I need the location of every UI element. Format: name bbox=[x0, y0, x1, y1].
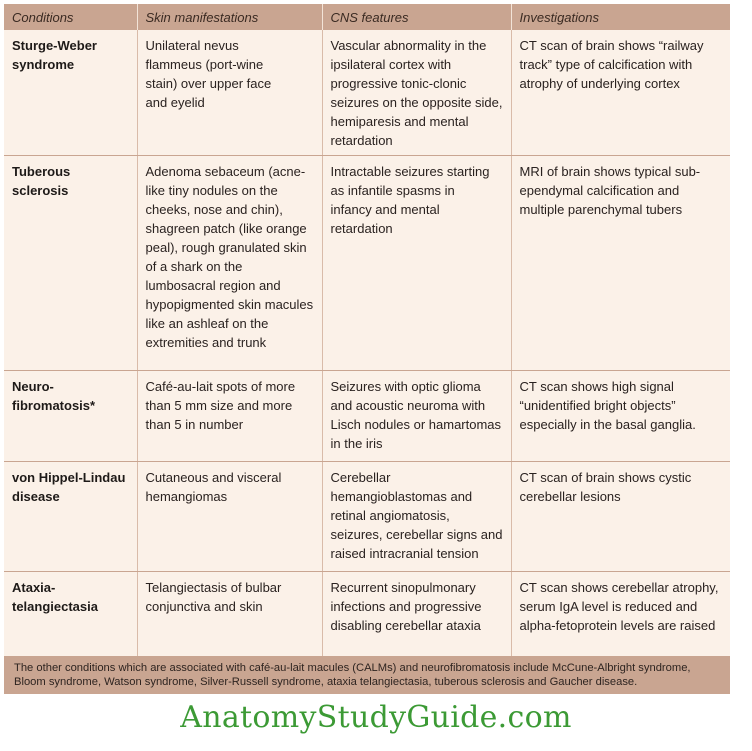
investigations-cell: CT scan of brain shows “railway track” type of calcification with atrophy of underlying cortex bbox=[511, 30, 730, 156]
neurocutaneous-table-container bbox=[4, 4, 730, 694]
investigations-cell: CT scan shows high signal “unidentified bright objects” especially in the basal ganglia. bbox=[511, 371, 730, 462]
table-row bbox=[4, 572, 730, 657]
skin-cell: Unilateral nevus flammeus (port-wine stain) over upper face and eyelid bbox=[137, 30, 322, 156]
site-watermark: AnatomyStudyGuide.com bbox=[180, 700, 572, 735]
cns-cell: Cerebellar hemangioblastomas and retinal angiomatosis, seizures, cerebellar signs and raised intracranial tension bbox=[322, 462, 511, 572]
condition-cell: Ataxia-telangiectasia bbox=[4, 572, 137, 657]
header-conditions: Conditions bbox=[4, 4, 137, 30]
condition-cell: Neuro-fibromatosis* bbox=[4, 371, 137, 462]
table-row bbox=[4, 371, 730, 462]
investigations-cell: CT scan of brain shows cystic cerebellar lesions bbox=[511, 462, 730, 572]
skin-cell: Adenoma sebaceum (acne-like tiny nodules on the cheeks, nose and chin), shagreen patch (like orange peal), rough granulated skin of a shark on the lumbosacral region and hypopigmented skin macules like an ashleaf on the extremities and trunk bbox=[137, 156, 322, 371]
header-cns-features: CNS features bbox=[322, 4, 511, 30]
condition-cell: Tuberous sclerosis bbox=[4, 156, 137, 371]
investigations-cell: MRI of brain shows typical sub-ependymal calcification and multiple parenchymal tubers bbox=[511, 156, 730, 371]
cns-cell: Vascular abnormality in the ipsilateral cortex with progressive tonic-clonic seizures on the opposite side, hemiparesis and mental retardation bbox=[322, 30, 511, 156]
condition-cell: von Hippel-Lindau disease bbox=[4, 462, 137, 572]
cns-cell: Recurrent sinopulmonary infections and progressive disabling cerebellar ataxia bbox=[322, 572, 511, 657]
table-row bbox=[4, 156, 730, 371]
neurocutaneous-table bbox=[4, 4, 730, 657]
table-footnote: The other conditions which are associated with café-au-lait macules (CALMs) and neurofibromatosis include McCune-Albright syndrome, Bloom syndrome, Watson syndrome, Silver-Russell syndrome, ataxia telangiectasia, tuberous sclerosis and Gaucher disease. bbox=[4, 657, 730, 694]
skin-cell: Cutaneous and visceral hemangiomas bbox=[137, 462, 322, 572]
investigations-cell: CT scan shows cerebellar atrophy, serum IgA level is reduced and alpha-fetoprotein levels are raised bbox=[511, 572, 730, 657]
cns-cell: Intractable seizures starting as infantile spasms in infancy and mental retardation bbox=[322, 156, 511, 371]
skin-cell: Café-au-lait spots of more than 5 mm size and more than 5 in number bbox=[137, 371, 322, 462]
header-skin-manifestations: Skin manifestations bbox=[137, 4, 322, 30]
cns-cell: Seizures with optic glioma and acoustic neuroma with Lisch nodules or hamartomas in the iris bbox=[322, 371, 511, 462]
table-row bbox=[4, 30, 730, 156]
header-investigations: Investigations bbox=[511, 4, 730, 30]
table-row bbox=[4, 462, 730, 572]
table-header-row bbox=[4, 4, 730, 30]
condition-cell: Sturge-Weber syndrome bbox=[4, 30, 137, 156]
skin-cell: Telangiectasis of bulbar conjunctiva and skin bbox=[137, 572, 322, 657]
